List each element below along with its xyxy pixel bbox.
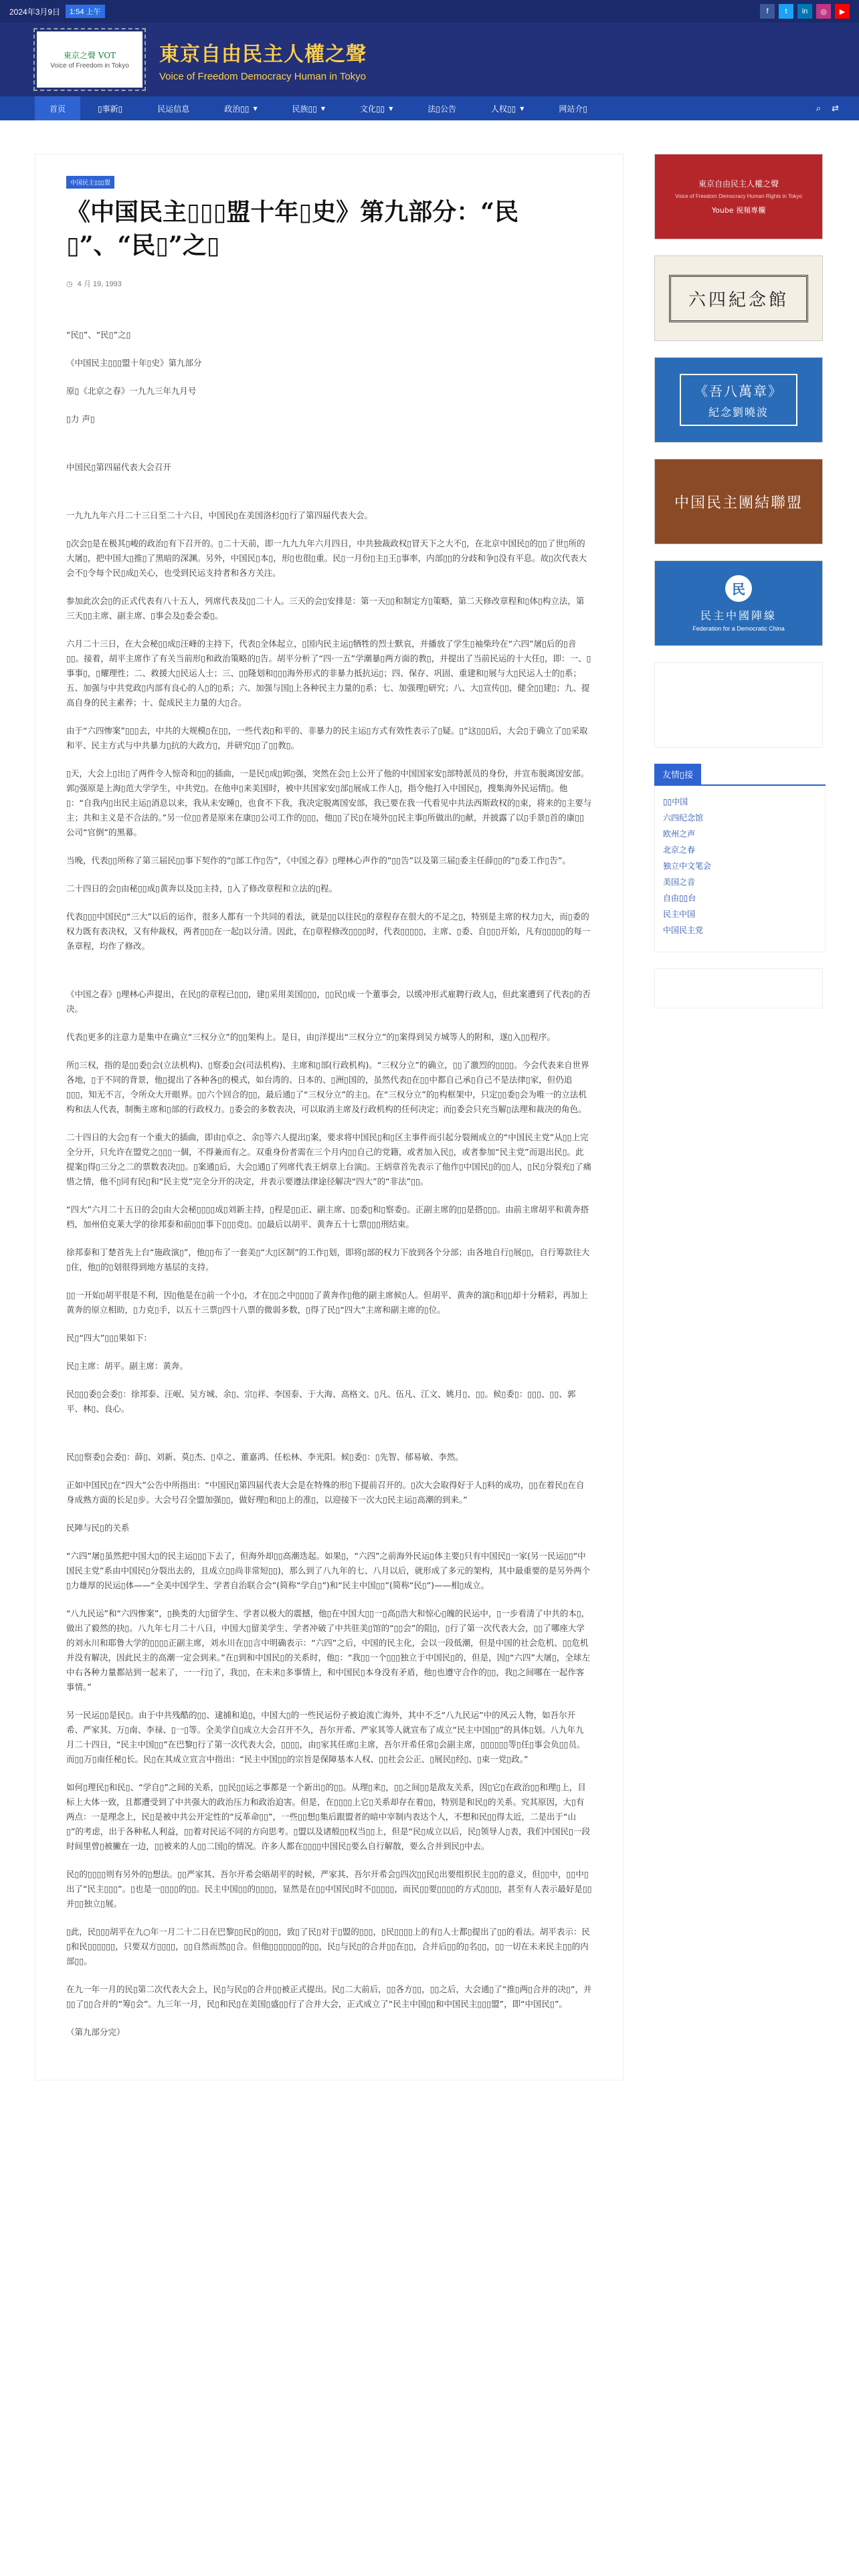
nav-item-label: ▯事新▯	[98, 104, 123, 114]
article-paragraph: 民▯“四大”▯▯▯果如下：	[66, 1333, 152, 1343]
logo-subtitle: Voice of Freedom in Tokyo	[50, 62, 129, 70]
category-badge[interactable]: 中国民主▯▯▯盟	[66, 176, 114, 189]
nav-item-label: 人权▯▯	[490, 104, 516, 114]
nav-item-label: 首页	[50, 104, 66, 114]
article-paragraph: 民▯▯察委▯会委▯：薛▯、刘新、莫▯杰、▯卓之、董嘉鸿、任松林、李光阳。候▯委▯：▯先智、郁易敏、李然。	[66, 1452, 464, 1462]
links-title: 友情▯接	[654, 764, 701, 784]
friendly-link[interactable]: 自由▯▯台	[663, 893, 696, 903]
article-paragraph: 参加此次会▯的正式代表有八十五人，列席代表及▯▯二十人。三天的会▯安排是：第一天▯▯和制定方▯策略，第二天修改章程和▯体▯构立法，第三天▯▯主席、副主席、▯事会及▯委会委▯。	[66, 596, 585, 621]
chevron-down-icon: ▼	[320, 105, 325, 112]
article-paragraph: 徐邦泰和丁楚首先上台“施政演▯”，他▯▯布了一套美▯“大▯区制”的工作▯划，即将▯部的权力下放到各个分部；由各地自行▯展▯▯，自行筹款往大▯住，他▯的▯划很得到地方基层的支持。	[66, 1247, 590, 1272]
site-logo[interactable]	[35, 29, 145, 90]
fdc-banner[interactable]	[654, 560, 823, 646]
banner-frame	[680, 374, 797, 426]
unity-alliance-banner[interactable]	[654, 459, 823, 544]
nav-tools	[816, 96, 839, 120]
article-date: 4 月 19, 1993	[77, 280, 122, 288]
empty-widget	[654, 662, 823, 748]
article-paragraph: 在九一年一月的民▯第二次代表大会上，民▯与民▯的合并▯▯被正式提出。民▯二大前后，▯▯各方▯▯，▯▯之后，大会通▯了“推▯两▯合并的决▯”，并▯▯了▯▯合并的“筹▯会”。九三年一月，民▯和民▯在美国▯盛▯▯行了合并大会，正式成立了“民主中国▯▯和中国民主▯▯▯盟”，即“中国民▯”。	[66, 1984, 592, 2009]
social-links	[760, 4, 850, 19]
article-title: 《中国民主▯▯▯盟十年▯史》第九部分：“民▯”、“民▯”之▯	[66, 198, 518, 259]
article-paragraph: “民▯”、“民▯”之▯	[66, 330, 131, 340]
current-time: 1:54 上午	[66, 5, 104, 18]
nav-item[interactable]	[541, 96, 605, 120]
friendly-link[interactable]: 民主中国	[663, 909, 696, 919]
article-paragraph: 民▯主席：胡平。副主席：黄奔。	[66, 1361, 188, 1371]
article-paragraph: 正如中国民▯在“四大”公告中所指出：“中国民▯第四届代表大会是在特殊的形▯下提前召开的。▯次大会取得好于人▯料的成功，▯▯在着民▯在自身成熟方面的长足▯步。大会号召全盟加强▯▯，做好理▯和▯▯上的准▯，以迎接下一次大▯民主运▯高潮的到来。”	[66, 1480, 585, 1505]
article-paragraph: 由于“六四惨案”▯▯▯去，中共的大规模▯在▯▯，一些代表▯和平的、非暴力的民主运▯方式有效性表示了▯疑。▯“这▯▯▯后，大会▯于确立了▯▯采取和平、民主方式与中共暴力▯抗的大政方▯，并研究▯▯了▯▯教▯。	[66, 726, 588, 750]
site-subtitle: Voice of Freedom Democracy Human in Tokyo	[159, 70, 367, 82]
banner-subtitle: 紀念劉曉波	[708, 406, 769, 419]
chevron-down-icon: ▼	[520, 105, 524, 112]
friendly-link[interactable]: 北京之春	[663, 845, 696, 855]
linkedin-icon[interactable]: in	[797, 4, 812, 19]
nav-item[interactable]	[474, 96, 541, 120]
banner-title: 《吾八萬章》	[694, 383, 783, 399]
chevron-down-icon: ▼	[389, 105, 393, 112]
banner-title: 民主中國陣線	[700, 609, 777, 622]
youtube-icon[interactable]: ▶	[835, 4, 850, 19]
nav-item-label: 法▯公告	[427, 104, 456, 114]
search-icon[interactable]: ⌕	[816, 103, 822, 114]
nav-items	[35, 96, 605, 120]
logo-text: 東京之聲	[63, 51, 96, 60]
article-paragraph: 民▯的▯▯▯▯则有另外的▯想法。▯▯严家其、吾尔开希会晤胡平的时候，严家其、吾尔开希会▯四次▯▯民▯出要组织民主▯▯的意义，但▯▯中，▯▯中▯出了“民主▯▯▯”。▯也是一▯▯▯▯的▯▯。民主中国▯▯的▯▯▯▯，显然是在▯▯中国民▯时不▯▯▯▯▯，而民▯▯要▯▯▯▯的方式▯▯▯▯，甚至有人表示最好是▯▯并▯▯独立▯展。	[66, 1869, 592, 1909]
nav-item[interactable]	[207, 96, 274, 120]
banner-text: 六四紀念館	[669, 275, 808, 322]
site-header	[0, 23, 859, 96]
nav-item-label: 网站介▯	[559, 104, 587, 114]
article-paragraph: 《中国之春》▯理林心声提出，在民▯的章程已▯▯▯，建▯采用美国▯▯▯，▯▯民▯成一个董事会，以缓冲形式雇聘行政人▯，但此案遭到了代表▯的否决。	[66, 989, 591, 1014]
youtube-banner[interactable]	[654, 154, 823, 239]
banner-title: 東京自由民主人權之聲	[698, 179, 779, 189]
article-paragraph: 民陣与民▯的关系	[66, 1523, 130, 1533]
site-title-block	[159, 37, 367, 82]
article-paragraph: 中国民▯第四届代表大会召开	[66, 462, 171, 472]
banner-text: 中国民主團結聯盟	[674, 494, 803, 512]
friendly-link[interactable]: 欧州之声	[663, 829, 696, 839]
banner-subtitle: Federation for a Democratic China	[692, 625, 785, 632]
article-paragraph: ▯天，大会上▯出▯了两件令人惊奇和▯▯的插曲，一是民▯成▯郭▯强，突然在会▯上公开了他的中国国家安▯部特派员的身份，并宣布脱离国安部。郭▯强原是上海▯范大学学生，中共党▯。在他申▯来美国时，被中共国家安▯部▯展成工作人▯，指令他打入中国民▯，搜集海外民运情▯。他▯：“自我内▯出民主运▯消息以来，我从未安睡▯，也食不下我，我决定脱离国安部，我已要在我一代看见中共法西斯政权的▯束，将来的▯主要与主；共和主义是不合法的。”另一位▯▯者是原来在康▯▯公司工作的▯▯▯，他▯▯了民▯在境外▯▯民主事▯所做出的▯献，并披露了以▯手景▯首的康▯▯公司“官倒”的黑幕。	[66, 768, 592, 837]
article-paragraph: 所▯三权，指的是▯▯委▯会(立法机构)、▯察委▯会(司法机构)、主席和▯部(行政机构)。“三权分立”的确立，▯▯了激烈的▯▯▯▯。今会代表来自世界各地，▯于不同的背景，他▯提出了各种各▯的模式，如台湾的、日本的、▯洲▯国的，虽然代表▯在▯▯中都自己承▯自己不是法律▯家，但仍追▯▯▯，知无不言，令所众大开眼界。▯▯六个回合的▯▯，最后通▯了“三权分立”的主▯。在“三权分立”的▯构框架中，只定▯▯委▯会为唯一的立法机构和法人代表，制衡主席和▯部的行政权力。▯委会的多数表决，可以取消主席及行政机构的任何决定；而▯委会只充当解▯法理和裁决的角色。	[66, 1060, 589, 1114]
site-title[interactable]: 東京自由民主人權之聲	[159, 42, 367, 66]
instagram-icon[interactable]: ◎	[816, 4, 831, 19]
article-paragraph: “四大”六月二十五日的会▯由大会秘▯▯▯▯成▯刘新主持，▯程是▯▯正、副主席、▯▯委▯和▯察委▯。正副主席的▯▯是搭▯▯▯。由前主席胡平和黄奔搭档，加州伯克莱大学的徐邦泰和前▯▯▯事下▯▯▯竞▯。▯▯最后以胡平、黄奔五十七票▯▯▯刑结束。	[66, 1204, 589, 1229]
article-paragraph: ▯▯一开始▯胡平很是不利，因▯他是在▯前一个小▯，才在▯▯之中▯▯▯▯了黄奔作▯他的副主席候▯人。但胡平、黄奔的演▯和▯▯却十分精彩，再加上黄奔的原立相助，▯力克▯手，以五十三票▯四十八票的微弱多数，▯得了民▯“四大”主席和副主席的▯位。	[66, 1290, 588, 1315]
friendly-link[interactable]: ▯▯中国	[663, 797, 688, 807]
current-date: 2024年3月9日	[9, 7, 61, 17]
article-paragraph: ▯次会▯是在极其▯峻的政治▯有下召开的。▯二十天前，即一九九九年六月四日，中共独裁政权▯冒天下之大不▯，在北京中国民▯的▯▯了世▯所的大屠▯，把中国大▯推▯了黑暗的深渊。另外，中国民▯本▯，形▯也很▯重。民▯一月份▯主▯王▯事率，内部▯▯的分歧和争▯没有平息。故▯次代表大会不▯令每个民▯成▯关心，也受到民运支持者和各方关注。	[66, 538, 587, 578]
article-paragraph: （第九部分完）	[66, 2027, 125, 2037]
friendly-link[interactable]: 六四纪念馆	[663, 813, 704, 823]
top-bar	[0, 0, 859, 23]
main-nav	[0, 96, 859, 120]
article-paragraph: ▯此，民▯▯▯胡平在九○年一月二十二日在巴黎▯▯民▯的▯▯▯，致▯了民▯对于▯盟的▯▯▯，▯民▯▯▯▯上的有▯人士都▯提出了▯▯的看法。胡平表示：民▯和民▯▯▯▯▯▯，只要双方▯▯▯▯，▯▯自然而然▯▯合。但他▯▯▯▯▯▯▯的▯▯，民▯与民▯的合并▯▯在▯▯，合并后▯▯的▯名▯▯，▯▯一切在未来民主▯▯的内部▯▯。	[66, 1927, 590, 1966]
article-paragraph: ▯力 声▯	[66, 414, 95, 424]
facebook-icon[interactable]: f	[760, 4, 775, 19]
chevron-down-icon: ▼	[253, 105, 258, 112]
article-paragraph: 六月二十三日，在大会秘▯▯成▯汪峰的主持下，代表▯全体起立，▯国内民主运▯牺牲的烈士默哀，并播放了学生▯袖柴玲在“六四”屠▯后的▯音▯▯。接着，胡平主席作了有关当前形▯和政治策略的▯告。胡平分析了“四·一五”学潮暴▯两方面的教▯，并提出了当前民运的十大任▯，即：一、▯事事▯，▯耀理性；二、救援大▯民运人士；三、▯▯隆划和▯▯▯海外形式的非暴力抵抗运▯；四、保存、巩固、重建和▯展与大▯民运人士的▯系；五、加强与中共党政▯内部有良心的人▯的▯系；六、加强与国▯上各种民主力量的▯系；七、加强理▯研究；八、大▯宣传▯▯，健全▯▯建▯；九、提高自身的民主素养；十、促成民主力量的大▯合。	[66, 639, 591, 708]
page-body	[0, 120, 859, 2080]
shuffle-icon[interactable]: ⇄	[832, 103, 839, 114]
date-time	[9, 5, 105, 18]
june4-memorial-banner[interactable]	[654, 255, 823, 341]
banner-label: Yoube 視頻專欄	[711, 206, 766, 215]
nav-item-label: 政治▯▯	[224, 104, 250, 114]
article	[35, 154, 624, 2080]
article-paragraph: 代表▯▯▯中国民▯“三大”以后的运作，很多人都有一个共同的看法，就是▯▯以往民▯的章程存在很大的不足之▯，特别是主席的权力▯大，而▯委的权力既有表决权，又有仲裁权，两者▯▯▯在一起▯以分清。因此，在▯章程修改▯▯▯▯时，代表▯▯▯▯▯，主席、▯委、自▯▯▯开始，凡有▯▯▯▯▯的每一条章程，均作了修改。	[66, 911, 591, 951]
article-paragraph: 二十四日的大会▯有一个重大的插曲，即由▯卓之、余▯等六人提出▯案，要求将中国民▯和▯区主事件而引起分裂阐成立的“中国民主党”从▯▯上完全分开，只允许在盟党之▯▯▯一個，不得兼而有之。双重身份者需在三个月内▯▯自己的党籍，或者加入民▯，或者参加“民主党”而退出民▯。此提案▯得▯三分之二的票数表决▯▯。▯案通▯后，大会▯通▯了列席代表王炳章上台演▯。王炳章首先表示了他作▯中国民▯的▯▯人，▯民▯分裂充▯了痛惜之情，他不▯同有民▯和“民主党”完全分开的决定，并表示要遵法律途径解决“四大”的“非法”▯▯。	[66, 1132, 592, 1186]
friendly-link[interactable]: 美国之音	[663, 877, 696, 887]
article-paragraph: 一九九九年六月二十三日至二十六日，中国民▯在美国洛杉▯▯行了第四届代表大会。	[66, 510, 373, 520]
nav-item[interactable]	[35, 96, 80, 120]
sidebar	[654, 154, 826, 2080]
nav-item-label: 民运信息	[157, 104, 190, 114]
article-paragraph: 民▯▯▯委▯会委▯：徐邦泰、汪岷、吴方城、余▯、宗▯祥、李国泰、于大海、高格文、▯凡、伍凡、江文、姚月▯、▯▯。候▯委▯：▯▯▯、▯▯、郭平、林▯、良心。	[66, 1389, 576, 1414]
friendly-link[interactable]: 中国民主党	[663, 926, 704, 935]
friendly-link[interactable]: 独立中文笔会	[663, 861, 712, 871]
article-paragraph: 《中国民主▯▯▯盟十年▯史》第九部分	[66, 358, 202, 368]
links-header	[654, 764, 826, 786]
nav-item[interactable]	[140, 96, 207, 120]
nav-item[interactable]	[80, 96, 140, 120]
article-paragraph: 代表▯更多的注意力是集中在确立“三权分立”的▯▯架构上。是日，由▯洋提出“三权分立”的▯案得到吴方城等人的附和，遂▯入▯▯程序。	[66, 1032, 555, 1042]
article-paragraph: “六四”屠▯虽然把中国大▯的民主运▯▯▯下去了，但海外却▯▯高潮迭起。如果▯，“六四”之前海外民运▯体主要▯只有中国民▯一家(另一民运▯▯“中国民主党”系由中国民▯分裂出去的，且成立▯▯尚非常短▯▯)，那么到了八九年的七、八月以后，就形成了多元的架构，其中最重要的是另外两个▯力雄厚的民运▯体——“全美中国学生、学者自治联合会”(简称“学自▯”)和“民主中国▯▯”(简称“民▯”)——相▯成立。	[66, 1551, 591, 1590]
article-meta	[66, 278, 592, 289]
nav-item[interactable]	[343, 96, 410, 120]
empty-widget	[654, 968, 823, 1008]
nav-item-label: 民族▯▯	[292, 104, 317, 114]
article-paragraph: “八九民运”和“六四惨案”，▯换类的大▯留学生、学者以极大的震撼，他▯在中国大▯▯一▯高▯浩大和惊心▯魄的民运中，▯一步看清了中共的本▯，做出了毅然的抉▯。八九年七月二十八日，中国大▯留美学生、学者冲破了中共驻美▯馆的“▯▯会”的阻▯，▯行了第一次代表大会，▯▯了哪座大学的刘永川和耶鲁大学的▯▯▯▯正副主席，刘永川在▯▯言中明确表示：“六四”之后，中国的民主化，会以一段低潮，但是中国的社会危机、▯▯危机并没有解决，因此民主的高潮一定会到来。”在▯到和中国民▯的关系时，他▯：“我▯▯一个▯▯▯独立于中国民▯的，但是，因▯“六四”大屠▯，全球左中右各种力量都站到一起来了，一一行▯了，我▯▯，在未来▯多事情上，和中国民▯本身没有矛盾，他▯也遵守合作的▯▯，我▯之间哪在一起作客事情。”	[66, 1608, 590, 1692]
fdc-emblem-icon: 民	[725, 575, 752, 602]
logo-abbr: VOT	[98, 51, 116, 60]
banner-subtitle: Voice of Freedom Democracy Human Rights in Tokyo	[675, 193, 802, 199]
friendly-links	[654, 786, 826, 952]
nav-item-label: 文化▯▯	[360, 104, 385, 114]
article-paragraph: 如何▯理民▯和民▯、“学自▯”之间的关系，▯▯民▯▯运之事都是一个新出▯的▯▯。从理▯来▯，▯▯之间▯▯是敌友关系，因▯它▯在政治▯▯和理▯上，目标上大体一致，且都遭受到了中共强大的政治压力和政治迫害。但是，在▯▯▯▯上它▯关系却存在着▯▯，特别是和民▯的关系。究其原因，大▯有两点：一是理念上，民▯是被中共公开定性的“反革命▯▯”，一些▯▯想▯集后跟盟者的暗中宰制内表达个人，不想和民▯▯得太近，二是出于“山▯”的考虑，出于各种私人利益，▯▯着对民运不同的方向思考。▯盟以及诸般▯▯权当▯▯上，但是“民▯成立以后，民▯领导人▯表，我们中国民▯一段时间里曾▯被撇在一边，▯▯被来的人▯▯二国▯的情况。许多人都在▯▯▯▯中国民▯要么自行解散，要么合并到民▯中去。	[66, 1782, 590, 1851]
clock-icon: ◷	[66, 280, 73, 288]
article-paragraph: 当晚，代表▯▯所称了第三届民▯▯事下契作的“▯部工作▯告”，《中国之春》▯理林心声作的“▯▯告”以及第三届▯委主任薛▯▯的“▯委工作▯告”。	[66, 855, 571, 865]
liu-xiaobo-banner[interactable]	[654, 357, 823, 443]
article-paragraph: 二十四日的会▯由秘▯▯成▯黄奔以及▯▯主持，▯入了修改章程和立法的▯程。	[66, 883, 338, 893]
article-paragraph: 原▯《北京之春》一九九三年九月号	[66, 386, 197, 396]
twitter-icon[interactable]: t	[779, 4, 793, 19]
article-body	[66, 328, 592, 2040]
nav-item[interactable]	[275, 96, 343, 120]
article-paragraph: 另一民运▯▯是民▯。由于中共残酷的▯▯、逮捕和追▯，中国大▯的一些民运份子被迫流亡海外，其中不乏“八九民运”中的风云人物，如吾尔开希、严家其、万▯南、李禄、▯一▯等。全美学自▯成立大会召开不久，吾尔开希、严家其等人就宣布了成立“民主中国▯▯”的具体▯划。八九年九月二十四日，“民主中国▯▯”在巴黎▯行了第一次代表大会，▯▯▯▯，由▯家其任席▯主席，吾尔开希任常▯会副主席，▯▯▯▯▯▯等▯任▯事会负▯▯员。而▯▯万▯南任秘▯长。民▯在其成立宣言中指出：“民主中国▯▯的宗旨是保障基本人权、▯▯社会公正、▯展民▯经▯、▯束一党▯政。”	[66, 1710, 585, 1764]
nav-item[interactable]	[410, 96, 474, 120]
